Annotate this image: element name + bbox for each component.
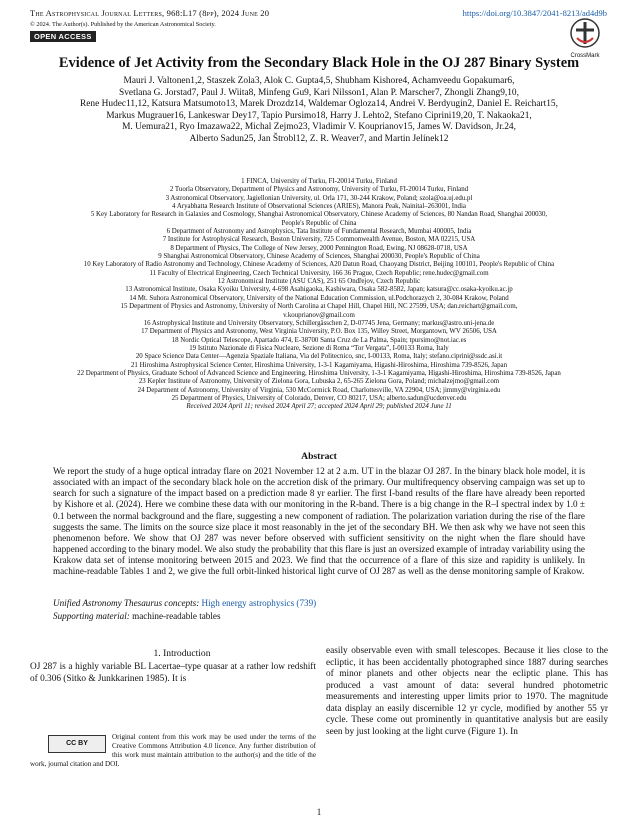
license-note [30, 733, 316, 769]
affiliation-line: 21 Hiroshima Astrophysical Science Center, Hiroshima University, 1-3-1 Kagamiyama, Higashi-Hiroshima, Hiroshima 739-8526, Japan [130, 361, 508, 369]
supp-label: Supporting material: [53, 611, 130, 621]
affiliation-line: v.kouprianov@gmail.com [283, 311, 355, 319]
affiliation-line: 22 Department of Physics, Graduate School of Advanced Science and Engineering, Hiroshima University, 1-3-1 Kagamiyama, Higashi-Hiroshima, Hiroshima 739-8526, Japan [77, 369, 561, 377]
affiliation-line: 14 Mt. Suhora Astronomical Observatory, University of the National Education Commission, ul.Podchorazych 2, 30-084 Krakow, Poland [129, 294, 509, 302]
license-text: Original content from this work may be used under the terms of the Creative Commons Attribution 4.0 licence. Any further distribution of this work must maintain attribution to the author(s) and the title of the work, journal citation and DOI. [30, 733, 316, 768]
copyright-line: © 2024. The Author(s). Published by the American Astronomical Society. [30, 21, 216, 28]
intro-left-column: OJ 287 is a highly variable BL Lacertae–type quasar at a rather low redshift of 0.306 (Sitko & Junkkarinen 1985). It is [30, 662, 316, 684]
uat-link[interactable]: High energy astrophysics (739) [201, 598, 317, 608]
affiliation-line: 9 Shanghai Astronomical Observatory, Chinese Academy of Sciences, Shanghai 200030, People's Republic of China [158, 253, 480, 261]
intro-right-column: easily observable even with small telescopes. Because it lies close to the ecliptic, it has been accidentally photographed since 1887 during searches of minor planets and other objects near the ecliptic plane. This has produced a vast amount of data: several hundred photometric measurements and interesting upper limits prior to 1970. The magnitude data display an easily discernible 12 yr cycle, modified by another 55 yr cycle. These come out prominently in quantitative analysis but are easily seen by just looking at the light curve (Figure 1). In [326, 646, 608, 737]
affiliation-line: 7 Institute for Astrophysical Research, Boston University, 725 Commonwealth Avenue, Boston, MA 02215, USA [162, 236, 476, 244]
author-line: Markus Mugrauer16, Lankeswar Dey17, Tapio Pursimo18, Harry J. Lehto2, Stefano Ciprini19,20, T. Nakaoka21, [106, 110, 532, 121]
author-line: Svetlana G. Jorstad7, Paul J. Wiita8, Minfeng Gu9, Kari Nilsson1, Alan P. Marscher7, Zhongli Zhang9,10, [119, 87, 519, 98]
supporting-material [53, 611, 221, 621]
abstract-text: We report the study of a huge optical intraday flare on 2021 November 12 at 2 a.m. UT in the blazar OJ 287. In the binary black hole model, it is associated with an impact of the secondary black hole on the accretion disk of the primary. Our multifrequency observing campaign was set up to search for such a signature of the impact based on a prediction made 8 yr earlier. The first I-band results of the flare have already been reported by Kishore et al. (2024). Here we combine these data with our monitoring in the R-band. There is a big change in the R–I spectral index by 1.0 ± 0.1 between the normal background and the flare, suggesting a new component of radiation. The polarization variation during the rise of the flare suggests the same. The limits on the source size place it most reasonably in the jet of the secondary BH. We then ask why we have not seen this phenomenon before. We show that OJ 287 was never before observed with sufficient sensitivity on the night when the flare should have happened according to the binary model. We also study the probability that this flare is just an oversized example of intraday variability using the Krakow data set of intense monitoring between 2015 and 2023. We find that the occurrence of a flare of this size and rapidity is unlikely. In machine-readable Tables 1 and 2, we give the full orbit-linked historical light curve of OJ 287 as well as the dense monitoring sample of Krakow. [53, 466, 585, 577]
crossmark-icon [570, 18, 600, 48]
affiliation-line: 12 Astronomical Institute (ASU CAS), 251 65 Ondřejov, Czech Republic [217, 278, 421, 286]
uat-label: Unified Astronomy Thesaurus concepts: [53, 598, 200, 608]
affiliation-line: 13 Astronomical Institute, Osaka Kyoiku University, 4-698 Asahigaoka, Kashiwara, Osaka 582-8582, Japan; katsura@cc.osaka-kyoiku.ac.jp [125, 286, 513, 294]
crossmark-button[interactable] [563, 18, 607, 59]
affiliation-line: 4 Aryabhatta Research Institute of Observational Sciences (ARIES), Manora Peak, Nainital–263001, India [172, 203, 466, 211]
supp-value: machine-readable tables [132, 611, 221, 621]
received-dates: Received 2024 April 11; revised 2024 April 27; accepted 2024 April 29; published 2024 June 11 [186, 403, 452, 411]
affiliation-line: 3 Astronomical Observatory, Jagiellonian University, ul. Orla 171, 30-244 Krakow, Poland; szola@oa.uj.edu.pl [165, 194, 473, 202]
section-heading: 1. Introduction [153, 648, 211, 659]
affiliation-line: 25 Department of Physics, University of Colorado, Denver, CO 80217, USA; alberto.sadun@ucdenver.edu [171, 394, 467, 402]
affiliation-line: 6 Department of Astronomy and Astrophysics, Tata Institute of Fundamental Research, Mumbai 400005, India [166, 228, 472, 236]
affiliation-line: 23 Kepler Institute of Astronomy, University of Zielona Gora, Lubuska 2, 65-265 Zielona Gora, Poland; michalzejmo@gmail.com [138, 378, 500, 386]
author-line: M. Uemura21, Ryo Imazawa22, Michal Zejmo23, Vladimir V. Kouprianov15, James W. Davidson, Jr.24, [122, 122, 516, 133]
affiliation-line: 1 FINCA, University of Turku, FI-20014 Turku, Finland [241, 178, 397, 185]
affiliation-line: 2 Tuorla Observatory, Department of Physics and Astronomy, University of Turku, FI-20014 Turku, Finland [169, 186, 469, 194]
affiliation-line: People's Republic of China [281, 219, 357, 227]
author-line: Mauri J. Valtonen1,2, Staszek Zola3, Alok C. Gupta4,5, Shubham Kishore4, Achamveedu Gopakumar6, [123, 76, 515, 86]
doi-link[interactable]: https://doi.org/10.3847/2041-8213/ad4d9b [462, 8, 607, 18]
affiliation-line: 10 Key Laboratory of Radio Astronomy and Technology, Chinese Academy of Sciences, A20 Datun Road, Chaoyang District, Beijing 100101, People's Republic of China [83, 261, 555, 269]
open-access-badge: OPEN ACCESS [30, 31, 96, 42]
page-number: 1 [316, 807, 322, 817]
crossmark-label: CrossMark [570, 53, 600, 59]
paper-title: Evidence of Jet Activity from the Secondary Black Hole in the OJ 287 Binary System [58, 55, 580, 71]
affiliation-line: 8 Department of Physics, The College of New Jersey, 2000 Pennington Road, Ewing, NJ 08628-0718, USA [170, 244, 468, 252]
author-list [20, 76, 618, 146]
abstract-heading: Abstract [301, 451, 337, 462]
affiliations [8, 178, 630, 412]
affiliation-line: 17 Department of Physics and Astronomy, West Virginia University, P.O. Box 135, Willey Street, Morgantown, WV 26506, USA [141, 328, 497, 336]
affiliation-line: 24 Department of Astronomy, University of Virginia, 530 McCormick Road, Charlottesville, VA 22904, USA; jimmy@virginia.edu [137, 386, 501, 394]
affiliation-line: 18 Nordic Optical Telescope, Apartado 474, E-38700 Santa Cruz de La Palma, Spain; tpursimo@not.iac.es [171, 336, 467, 344]
author-line: Alberto Sadun25, Jan Štrobl12, Z. R. Weaver7, and Martin Jelínek12 [189, 133, 449, 144]
cc-by-badge[interactable]: CC BY [48, 735, 106, 753]
affiliation-line: 15 Department of Physics and Astronomy, University of North Carolina at Chapel Hill, Chapel Hill, NC 27599, USA; dan.reichart@gmail.com, [120, 303, 518, 311]
affiliation-line: 16 Astrophysical Institute and University Observatory, Schillergässchen 2, D-07745 Jena, Germany; markus@astro.uni-jena.de [143, 319, 495, 327]
affiliation-line: 11 Faculty of Electrical Engineering, Czech Technical University, 166 36 Prague, Czech Republic; rene.hudec@gmail.com [149, 269, 489, 277]
affiliation-line: 5 Key Laboratory for Research in Galaxies and Cosmology, Shanghai Astronomical Observatory, Chinese Academy of Sciences, 80 Nandan Road, Shanghai 200030, [90, 211, 548, 219]
affiliation-line: 20 Space Science Data Center—Agenzia Spaziale Italiana, Via del Politecnico, snc, I-00133, Roma, Italy; stefano.ciprini@ssdc.asi.it [135, 353, 503, 361]
affiliation-line: 19 Istituto Nazionale di Fisica Nucleare, Sezione di Roma “Tor Vergata”, I-00133 Roma, Italy [189, 344, 449, 352]
author-line: Rene Hudec11,12, Katsura Matsumoto13, Marek Drozdz14, Waldemar Ogloza14, Andrei V. Berdyugin2, Daniel E. Reichart15, [80, 99, 558, 110]
uat-concepts [53, 598, 316, 608]
journal-header: The Astrophysical Journal Letters, 968:L17 (8pp), 2024 June 20 [30, 8, 270, 18]
